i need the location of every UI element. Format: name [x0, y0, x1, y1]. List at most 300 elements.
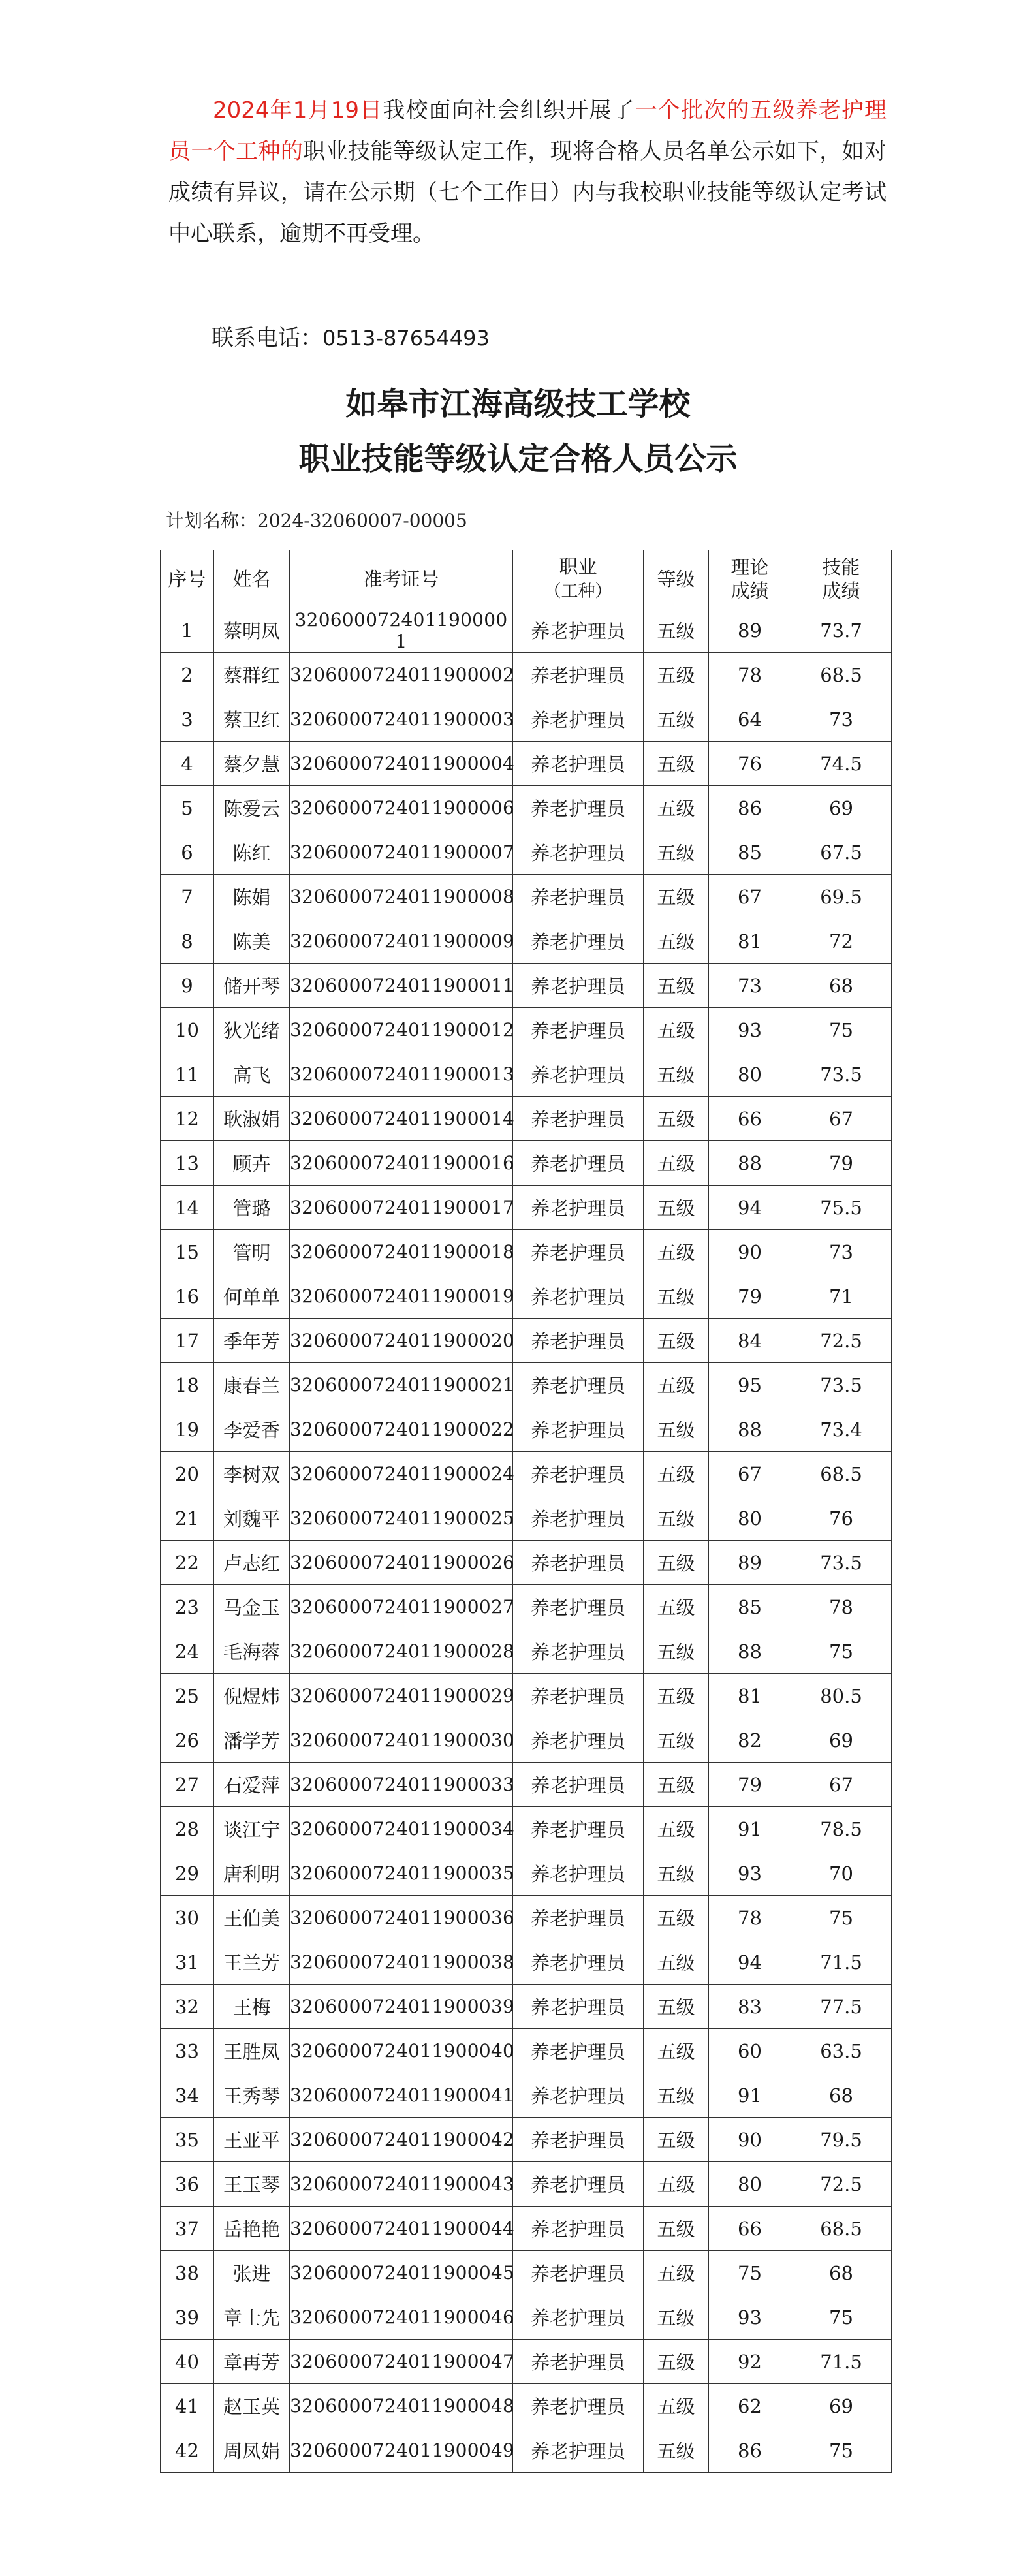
cell-id: 3206000724011900029 — [290, 1674, 513, 1718]
cell-theory: 86 — [709, 2428, 791, 2473]
cell-job: 养老护理员 — [513, 2428, 644, 2473]
cell-level: 五级 — [644, 1363, 709, 1407]
cell-seq: 34 — [161, 2073, 214, 2118]
cell-id: 3206000724011900007 — [290, 830, 513, 875]
cell-name: 顾卉 — [214, 1141, 290, 1186]
table-row — [161, 1407, 892, 1452]
cell-theory: 73 — [709, 964, 791, 1008]
cell-job: 养老护理员 — [513, 1585, 644, 1629]
cell-skill: 68 — [791, 2251, 892, 2295]
cell-seq: 42 — [161, 2428, 214, 2473]
cell-level: 五级 — [644, 2340, 709, 2384]
cell-job: 养老护理员 — [513, 608, 644, 653]
cell-seq: 8 — [161, 919, 214, 964]
cell-level: 五级 — [644, 1097, 709, 1141]
cell-skill: 74.5 — [791, 742, 892, 786]
cell-name: 管璐 — [214, 1186, 290, 1230]
cell-theory: 81 — [709, 919, 791, 964]
cell-theory: 88 — [709, 1407, 791, 1452]
cell-name: 张进 — [214, 2251, 290, 2295]
header-theory: 理论 成绩 — [709, 550, 791, 608]
cell-seq: 11 — [161, 1052, 214, 1097]
cell-theory: 93 — [709, 1851, 791, 1896]
cell-name: 蔡夕慧 — [214, 742, 290, 786]
cell-job: 养老护理员 — [513, 2118, 644, 2162]
table-row — [161, 1052, 892, 1097]
cell-id: 3206000724011900016 — [290, 1141, 513, 1186]
table-row — [161, 653, 892, 697]
intro-text-b: 职业技能等级认定工作，现将合格人员名单公示如下，如对成绩有异议，请在公示期（七个工作日）内与我校职业技能等级认定考试中心联系，逾期不再受理。 — [168, 138, 887, 247]
table-row — [161, 1186, 892, 1230]
table-row — [161, 1274, 892, 1319]
cell-job: 养老护理员 — [513, 1541, 644, 1585]
cell-name: 石爱萍 — [214, 1763, 290, 1807]
cell-id: 3206000724011900049 — [290, 2428, 513, 2473]
contact-phone: 0513-87654493 — [322, 326, 490, 351]
header-seq: 序号 — [161, 550, 214, 608]
cell-job: 养老护理员 — [513, 1629, 644, 1674]
header-skill: 技能 成绩 — [791, 550, 892, 608]
cell-id: 3206000724011900004 — [290, 742, 513, 786]
cell-theory: 80 — [709, 1496, 791, 1541]
contact-label: 联系电话： — [212, 325, 322, 351]
table-row — [161, 1363, 892, 1407]
cell-job: 养老护理员 — [513, 742, 644, 786]
cell-theory: 67 — [709, 1452, 791, 1496]
cell-seq: 40 — [161, 2340, 214, 2384]
cell-skill: 73.5 — [791, 1052, 892, 1097]
table-row — [161, 697, 892, 742]
cell-id: 3206000724011900012 — [290, 1008, 513, 1052]
table-row — [161, 2162, 892, 2207]
cell-id: 3206000724011900011 — [290, 964, 513, 1008]
cell-job: 养老护理员 — [513, 2162, 644, 2207]
cell-skill: 73.7 — [791, 608, 892, 653]
cell-theory: 89 — [709, 608, 791, 653]
cell-job: 养老护理员 — [513, 1141, 644, 1186]
cell-job: 养老护理员 — [513, 1008, 644, 1052]
cell-theory: 95 — [709, 1363, 791, 1407]
cell-name: 陈娟 — [214, 875, 290, 919]
cell-id: 320600072401190000 1 — [290, 608, 513, 653]
cell-skill: 63.5 — [791, 2029, 892, 2073]
cell-id: 3206000724011900014 — [290, 1097, 513, 1141]
cell-level: 五级 — [644, 1585, 709, 1629]
cell-level: 五级 — [644, 1718, 709, 1763]
cell-theory: 85 — [709, 830, 791, 875]
cell-name: 王玉琴 — [214, 2162, 290, 2207]
cell-skill: 78 — [791, 1585, 892, 1629]
cell-seq: 35 — [161, 2118, 214, 2162]
cell-skill: 73.5 — [791, 1541, 892, 1585]
cell-seq: 15 — [161, 1230, 214, 1274]
cell-seq: 33 — [161, 2029, 214, 2073]
table-row — [161, 2340, 892, 2384]
cell-skill: 73 — [791, 697, 892, 742]
cell-id: 3206000724011900028 — [290, 1629, 513, 1674]
cell-level: 五级 — [644, 2029, 709, 2073]
cell-id: 3206000724011900017 — [290, 1186, 513, 1230]
cell-seq: 3 — [161, 697, 214, 742]
cell-name: 毛海蓉 — [214, 1629, 290, 1674]
cell-job: 养老护理员 — [513, 1097, 644, 1141]
cell-level: 五级 — [644, 1629, 709, 1674]
cell-id: 3206000724011900020 — [290, 1319, 513, 1363]
announcement-date: 2024年1月19日 — [213, 97, 383, 123]
cell-job: 养老护理员 — [513, 875, 644, 919]
cell-seq: 7 — [161, 875, 214, 919]
cell-job: 养老护理员 — [513, 697, 644, 742]
cell-skill: 75 — [791, 2428, 892, 2473]
cell-job: 养老护理员 — [513, 919, 644, 964]
cell-theory: 66 — [709, 2207, 791, 2251]
cell-level: 五级 — [644, 2428, 709, 2473]
cell-level: 五级 — [644, 2162, 709, 2207]
cell-id: 3206000724011900042 — [290, 2118, 513, 2162]
cell-seq: 5 — [161, 786, 214, 830]
cell-name: 王兰芳 — [214, 1940, 290, 1985]
table-row — [161, 1008, 892, 1052]
cell-level: 五级 — [644, 2384, 709, 2428]
cell-theory: 64 — [709, 697, 791, 742]
cell-name: 李树双 — [214, 1452, 290, 1496]
cell-theory: 79 — [709, 1274, 791, 1319]
cell-theory: 83 — [709, 1985, 791, 2029]
cell-skill: 80.5 — [791, 1674, 892, 1718]
intro-highlight: 一个批次的五级养老护理员一个工种的 — [168, 97, 887, 165]
cell-name: 谈江宁 — [214, 1807, 290, 1851]
table-row — [161, 2295, 892, 2340]
cell-level: 五级 — [644, 2251, 709, 2295]
cell-skill: 69 — [791, 2384, 892, 2428]
cell-level: 五级 — [644, 830, 709, 875]
cell-seq: 10 — [161, 1008, 214, 1052]
table-row — [161, 2428, 892, 2473]
cell-job: 养老护理员 — [513, 2384, 644, 2428]
cell-job: 养老护理员 — [513, 2029, 644, 2073]
cell-level: 五级 — [644, 697, 709, 742]
cell-level: 五级 — [644, 1496, 709, 1541]
plan-name — [166, 507, 467, 533]
cell-seq: 20 — [161, 1452, 214, 1496]
cell-skill: 78.5 — [791, 1807, 892, 1851]
cell-name: 何单单 — [214, 1274, 290, 1319]
cell-job: 养老护理员 — [513, 2295, 644, 2340]
table-row — [161, 1496, 892, 1541]
cell-level: 五级 — [644, 608, 709, 653]
cell-level: 五级 — [644, 1674, 709, 1718]
cell-job: 养老护理员 — [513, 2207, 644, 2251]
cell-id: 3206000724011900043 — [290, 2162, 513, 2207]
cell-name: 王秀琴 — [214, 2073, 290, 2118]
qualified-personnel-table — [160, 550, 892, 2473]
cell-skill: 68.5 — [791, 1452, 892, 1496]
cell-skill: 67 — [791, 1097, 892, 1141]
plan-label: 计划名称： — [166, 510, 258, 531]
cell-id: 3206000724011900003 — [290, 697, 513, 742]
intro-paragraph — [168, 90, 887, 255]
table-row — [161, 1896, 892, 1940]
plan-value: 2024-32060007-00005 — [257, 510, 467, 531]
cell-skill: 71 — [791, 1274, 892, 1319]
cell-skill: 68 — [791, 2073, 892, 2118]
cell-theory: 90 — [709, 1230, 791, 1274]
table-row — [161, 2118, 892, 2162]
cell-name: 耿淑娟 — [214, 1097, 290, 1141]
cell-seq: 16 — [161, 1274, 214, 1319]
cell-level: 五级 — [644, 1186, 709, 1230]
cell-name: 马金玉 — [214, 1585, 290, 1629]
cell-level: 五级 — [644, 786, 709, 830]
cell-name: 蔡明凤 — [214, 608, 290, 653]
cell-seq: 18 — [161, 1363, 214, 1407]
cell-theory: 84 — [709, 1319, 791, 1363]
cell-skill: 79.5 — [791, 2118, 892, 2162]
cell-seq: 27 — [161, 1763, 214, 1807]
cell-job: 养老护理员 — [513, 1718, 644, 1763]
cell-seq: 14 — [161, 1186, 214, 1230]
cell-skill: 72.5 — [791, 2162, 892, 2207]
cell-skill: 75.5 — [791, 1186, 892, 1230]
cell-theory: 94 — [709, 1940, 791, 1985]
cell-job: 养老护理员 — [513, 1452, 644, 1496]
contact-line — [212, 320, 490, 352]
cell-id: 3206000724011900021 — [290, 1363, 513, 1407]
cell-skill: 73.4 — [791, 1407, 892, 1452]
cell-skill: 68.5 — [791, 653, 892, 697]
cell-theory: 92 — [709, 2340, 791, 2384]
cell-skill: 69 — [791, 786, 892, 830]
cell-job: 养老护理员 — [513, 1496, 644, 1541]
table-header-row — [161, 550, 892, 608]
cell-name: 章士先 — [214, 2295, 290, 2340]
cell-name: 蔡群红 — [214, 653, 290, 697]
cell-name: 王伯美 — [214, 1896, 290, 1940]
cell-level: 五级 — [644, 1985, 709, 2029]
table-row — [161, 919, 892, 964]
cell-id: 3206000724011900040 — [290, 2029, 513, 2073]
cell-theory: 88 — [709, 1141, 791, 1186]
cell-skill: 76 — [791, 1496, 892, 1541]
cell-skill: 72.5 — [791, 1319, 892, 1363]
cell-theory: 81 — [709, 1674, 791, 1718]
cell-job: 养老护理员 — [513, 1319, 644, 1363]
cell-job: 养老护理员 — [513, 1274, 644, 1319]
cell-id: 3206000724011900039 — [290, 1985, 513, 2029]
table-row — [161, 742, 892, 786]
cell-id: 3206000724011900018 — [290, 1230, 513, 1274]
cell-id: 3206000724011900009 — [290, 919, 513, 964]
cell-level: 五级 — [644, 1407, 709, 1452]
cell-skill: 73.5 — [791, 1363, 892, 1407]
cell-level: 五级 — [644, 919, 709, 964]
cell-id: 3206000724011900019 — [290, 1274, 513, 1319]
cell-theory: 89 — [709, 1541, 791, 1585]
cell-level: 五级 — [644, 1008, 709, 1052]
cell-job: 养老护理员 — [513, 1052, 644, 1097]
cell-seq: 6 — [161, 830, 214, 875]
cell-level: 五级 — [644, 653, 709, 697]
cell-job: 养老护理员 — [513, 1186, 644, 1230]
cell-seq: 36 — [161, 2162, 214, 2207]
table-row — [161, 830, 892, 875]
cell-theory: 88 — [709, 1629, 791, 1674]
cell-theory: 86 — [709, 786, 791, 830]
cell-id: 3206000724011900048 — [290, 2384, 513, 2428]
cell-seq: 23 — [161, 1585, 214, 1629]
cell-name: 章再芳 — [214, 2340, 290, 2384]
cell-name: 倪煜炜 — [214, 1674, 290, 1718]
cell-skill: 75 — [791, 1629, 892, 1674]
cell-name: 陈爱云 — [214, 786, 290, 830]
table-row — [161, 1097, 892, 1141]
table-row — [161, 1763, 892, 1807]
table-row — [161, 1452, 892, 1496]
cell-job: 养老护理员 — [513, 786, 644, 830]
cell-theory: 78 — [709, 653, 791, 697]
cell-seq: 38 — [161, 2251, 214, 2295]
table-row — [161, 964, 892, 1008]
cell-seq: 13 — [161, 1141, 214, 1186]
cell-name: 潘学芳 — [214, 1718, 290, 1763]
cell-level: 五级 — [644, 1940, 709, 1985]
header-level: 等级 — [644, 550, 709, 608]
cell-id: 3206000724011900035 — [290, 1851, 513, 1896]
cell-skill: 68.5 — [791, 2207, 892, 2251]
cell-skill: 75 — [791, 1008, 892, 1052]
cell-job: 养老护理员 — [513, 2073, 644, 2118]
table-row — [161, 1541, 892, 1585]
cell-seq: 39 — [161, 2295, 214, 2340]
cell-level: 五级 — [644, 875, 709, 919]
cell-level: 五级 — [644, 1319, 709, 1363]
table-row — [161, 1319, 892, 1363]
cell-job: 养老护理员 — [513, 830, 644, 875]
cell-job: 养老护理员 — [513, 1230, 644, 1274]
header-job: 职业 （工种） — [513, 550, 644, 608]
cell-seq: 24 — [161, 1629, 214, 1674]
cell-seq: 17 — [161, 1319, 214, 1363]
cell-job: 养老护理员 — [513, 2340, 644, 2384]
cell-job: 养老护理员 — [513, 1407, 644, 1452]
cell-name: 陈红 — [214, 830, 290, 875]
cell-id: 3206000724011900047 — [290, 2340, 513, 2384]
cell-level: 五级 — [644, 1541, 709, 1585]
cell-seq: 25 — [161, 1674, 214, 1718]
cell-skill: 75 — [791, 2295, 892, 2340]
cell-level: 五级 — [644, 1052, 709, 1097]
cell-name: 卢志红 — [214, 1541, 290, 1585]
intro-text-a: 我校面向社会组织开展了 — [383, 97, 635, 123]
cell-name: 蔡卫红 — [214, 697, 290, 742]
cell-theory: 90 — [709, 2118, 791, 2162]
cell-skill: 68 — [791, 964, 892, 1008]
cell-theory: 76 — [709, 742, 791, 786]
cell-level: 五级 — [644, 1807, 709, 1851]
cell-name: 王胜凤 — [214, 2029, 290, 2073]
table-row — [161, 2207, 892, 2251]
cell-seq: 26 — [161, 1718, 214, 1763]
cell-name: 王梅 — [214, 1985, 290, 2029]
cell-seq: 9 — [161, 964, 214, 1008]
cell-seq: 28 — [161, 1807, 214, 1851]
cell-id: 3206000724011900025 — [290, 1496, 513, 1541]
cell-level: 五级 — [644, 2207, 709, 2251]
cell-theory: 82 — [709, 1718, 791, 1763]
cell-seq: 4 — [161, 742, 214, 786]
cell-id: 3206000724011900044 — [290, 2207, 513, 2251]
header-id: 准考证号 — [290, 550, 513, 608]
cell-seq: 31 — [161, 1940, 214, 1985]
cell-skill: 72 — [791, 919, 892, 964]
cell-theory: 75 — [709, 2251, 791, 2295]
cell-seq: 12 — [161, 1097, 214, 1141]
cell-skill: 67.5 — [791, 830, 892, 875]
table-row — [161, 875, 892, 919]
cell-name: 陈美 — [214, 919, 290, 964]
cell-id: 3206000724011900045 — [290, 2251, 513, 2295]
cell-id: 3206000724011900026 — [290, 1541, 513, 1585]
cell-id: 3206000724011900033 — [290, 1763, 513, 1807]
cell-id: 3206000724011900024 — [290, 1452, 513, 1496]
table-row — [161, 2029, 892, 2073]
cell-theory: 91 — [709, 2073, 791, 2118]
cell-level: 五级 — [644, 964, 709, 1008]
cell-id: 3206000724011900008 — [290, 875, 513, 919]
cell-id: 3206000724011900030 — [290, 1718, 513, 1763]
cell-seq: 41 — [161, 2384, 214, 2428]
cell-id: 3206000724011900041 — [290, 2073, 513, 2118]
table-row — [161, 1674, 892, 1718]
cell-skill: 69.5 — [791, 875, 892, 919]
cell-theory: 93 — [709, 2295, 791, 2340]
cell-job: 养老护理员 — [513, 1985, 644, 2029]
cell-theory: 80 — [709, 1052, 791, 1097]
table-row — [161, 2073, 892, 2118]
cell-name: 刘魏平 — [214, 1496, 290, 1541]
cell-theory: 80 — [709, 2162, 791, 2207]
school-name: 如皋市江海高级技工学校 — [345, 386, 691, 422]
table-row — [161, 1230, 892, 1274]
cell-seq: 37 — [161, 2207, 214, 2251]
cell-level: 五级 — [644, 2295, 709, 2340]
cell-theory: 93 — [709, 1008, 791, 1052]
cell-name: 康春兰 — [214, 1363, 290, 1407]
cell-level: 五级 — [644, 1452, 709, 1496]
cell-level: 五级 — [644, 1851, 709, 1896]
cell-id: 3206000724011900036 — [290, 1896, 513, 1940]
cell-id: 3206000724011900006 — [290, 786, 513, 830]
table-row — [161, 786, 892, 830]
cell-seq: 30 — [161, 1896, 214, 1940]
cell-id: 3206000724011900046 — [290, 2295, 513, 2340]
cell-id: 3206000724011900027 — [290, 1585, 513, 1629]
cell-seq: 29 — [161, 1851, 214, 1896]
cell-skill: 75 — [791, 1896, 892, 1940]
cell-skill: 69 — [791, 1718, 892, 1763]
cell-name: 储开琴 — [214, 964, 290, 1008]
cell-job: 养老护理员 — [513, 1763, 644, 1807]
cell-theory: 94 — [709, 1186, 791, 1230]
cell-seq: 32 — [161, 1985, 214, 2029]
cell-job: 养老护理员 — [513, 1851, 644, 1896]
cell-id: 3206000724011900038 — [290, 1940, 513, 1985]
table-row — [161, 1585, 892, 1629]
cell-job: 养老护理员 — [513, 2251, 644, 2295]
cell-name: 季年芳 — [214, 1319, 290, 1363]
cell-skill: 71.5 — [791, 2340, 892, 2384]
cell-theory: 79 — [709, 1763, 791, 1807]
